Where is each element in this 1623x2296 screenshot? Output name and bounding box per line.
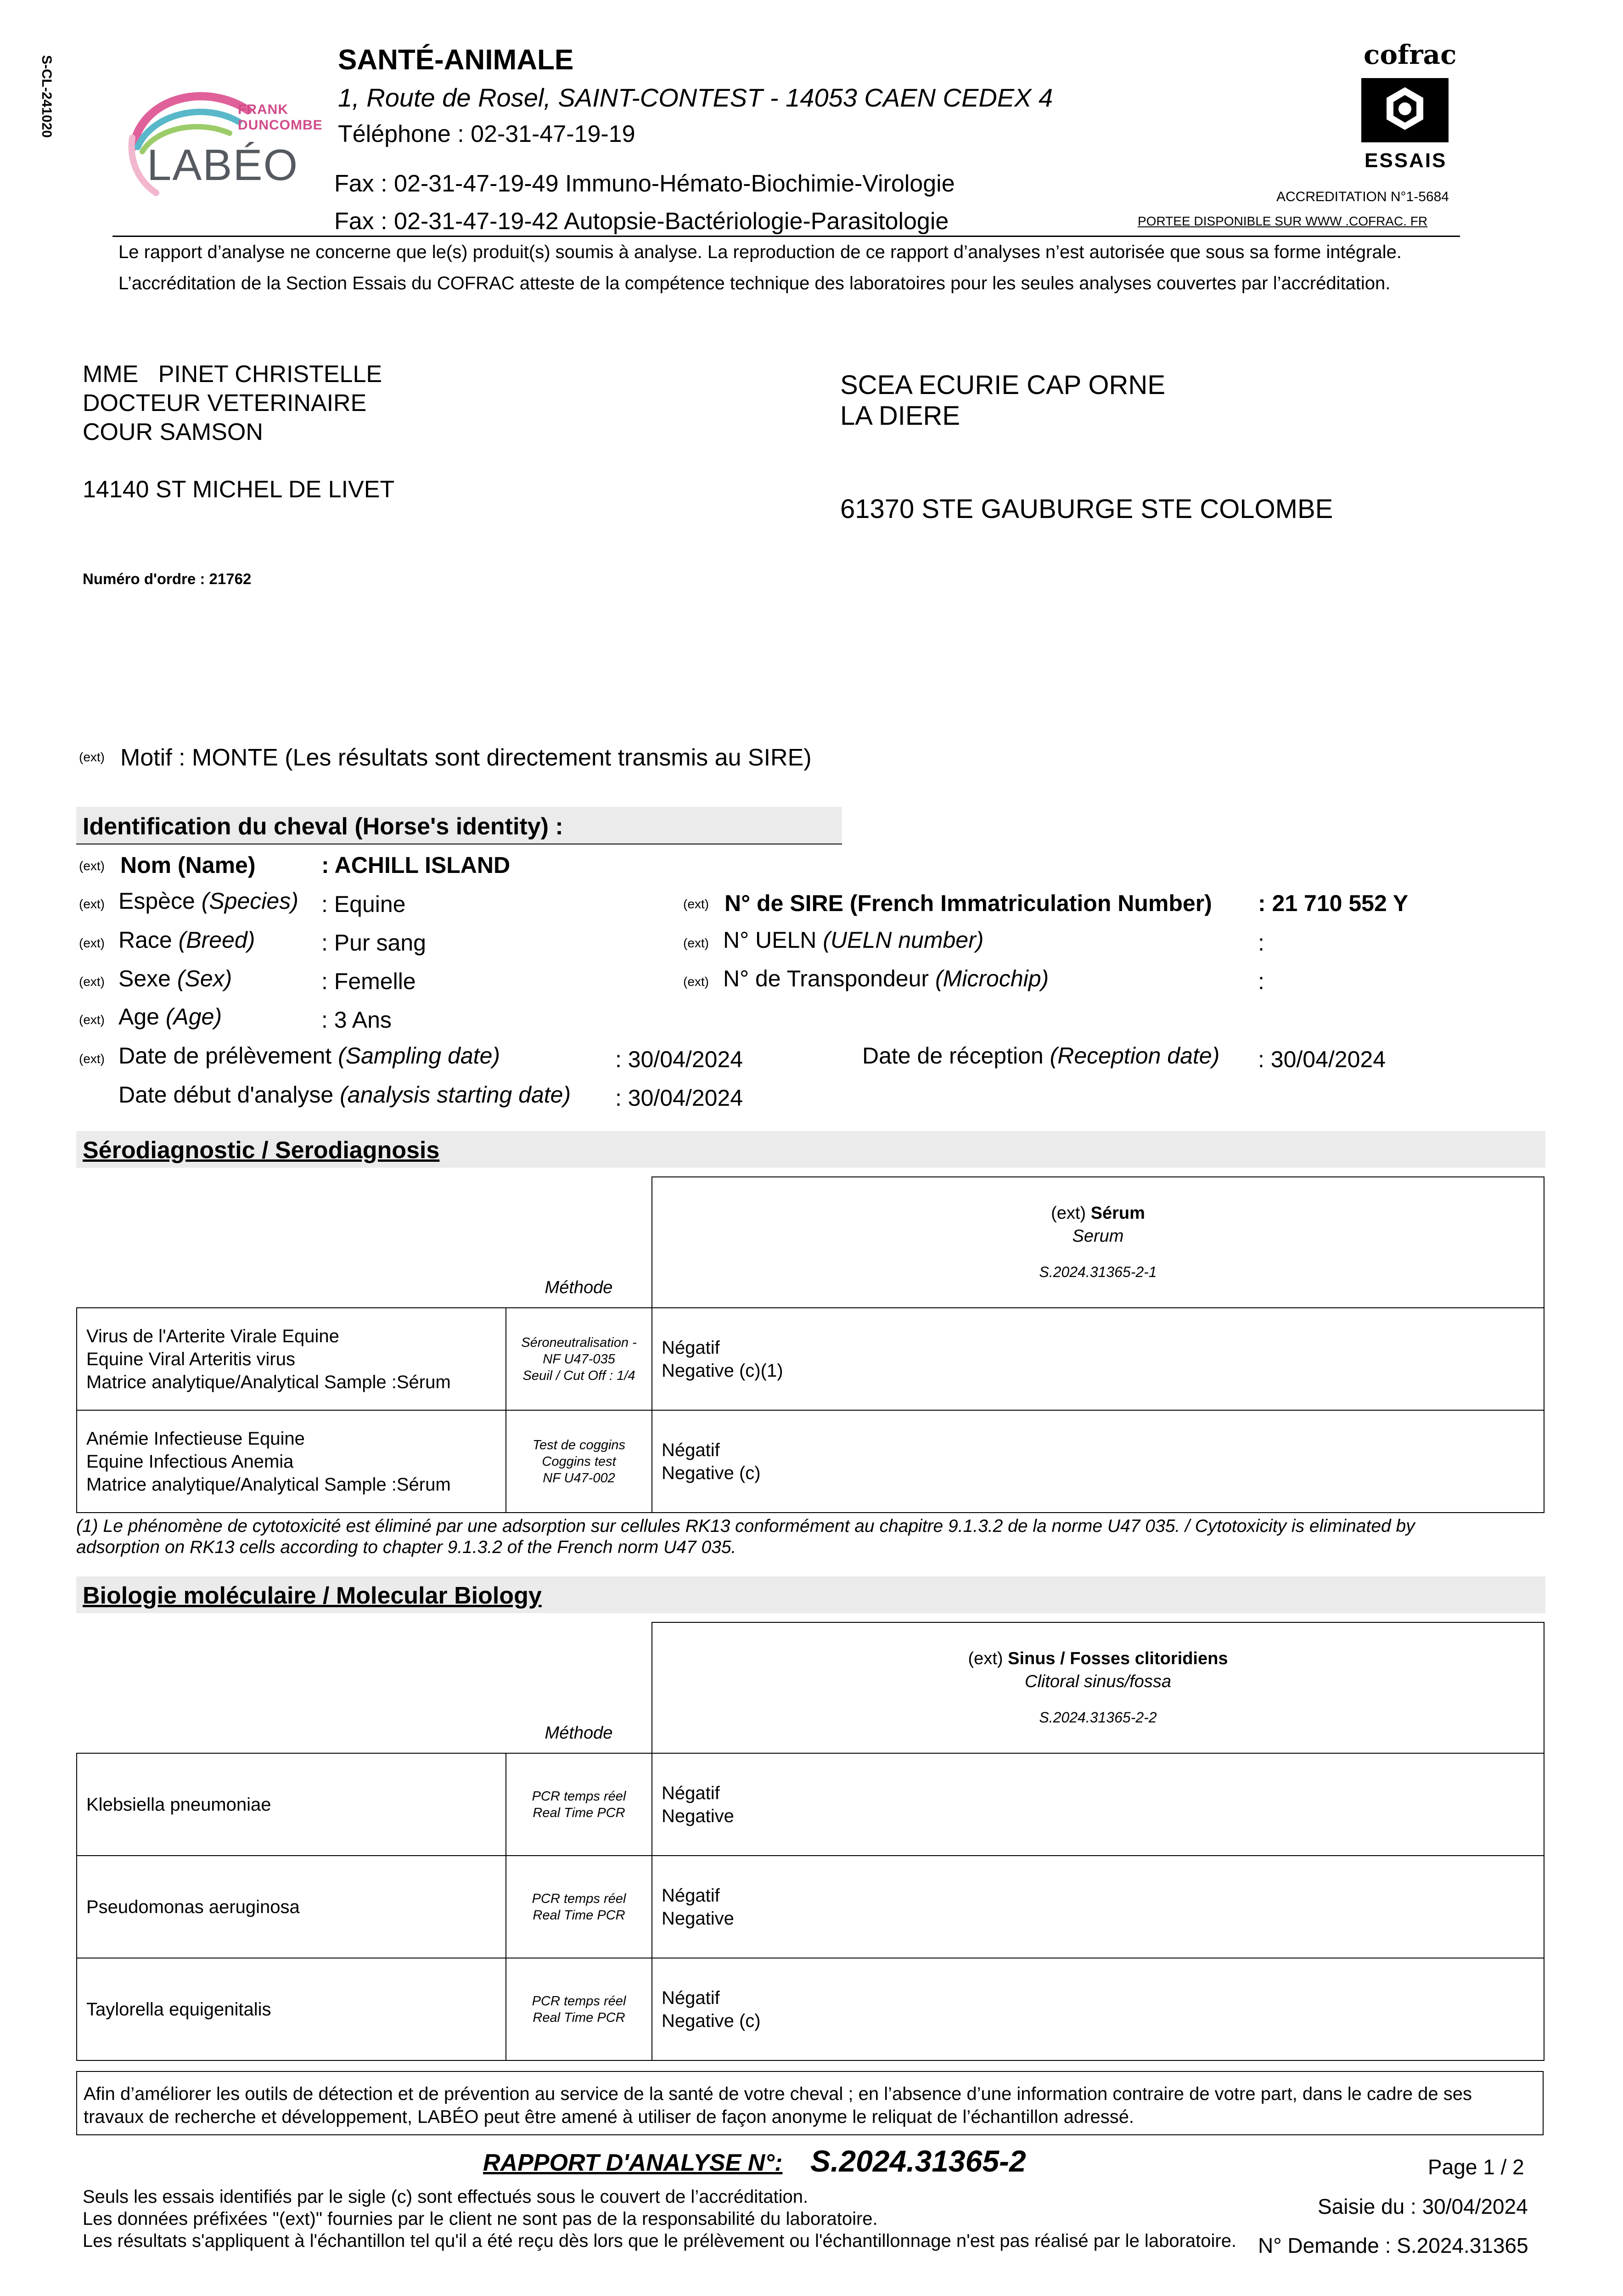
sero-sample-ext: (ext) xyxy=(1051,1203,1086,1223)
sero-sample-en: Serum xyxy=(1072,1226,1124,1246)
sero-analyte-en: Equine Infectious Anemia xyxy=(86,1451,294,1472)
prelevement-label-fr: Date de prélèvement xyxy=(118,1043,332,1069)
saisie-date: Saisie du : 30/04/2024 xyxy=(1318,2195,1528,2218)
sero-analyte-cell xyxy=(77,1410,506,1513)
cofrac-essais-label: ESSAIS xyxy=(1365,149,1447,172)
research-note-line-1: Afin d’améliorer les outils de détection et de prévention au service de la santé de votre cheval ; en l’absence d’une information contraire de votre part, dans le cadre de ses xyxy=(84,2084,1472,2104)
owner-place: LA DIERE xyxy=(840,401,960,431)
analysis-start-label-fr: Date début d'analyse xyxy=(118,1082,334,1108)
molbio-sample-title xyxy=(662,1647,1534,1670)
ext-tag: (ext) xyxy=(79,1052,105,1066)
sero-result-en: Negative (c)(1) xyxy=(662,1360,783,1381)
ueln-label xyxy=(723,927,983,953)
molbio-method-fr: PCR temps réel xyxy=(532,1789,626,1804)
research-note-line-2: travaux de recherche et développement, LABÉO peut être amené à utiliser de façon anonyme le reliquat de l’échantillon adressé. xyxy=(84,2107,1134,2127)
owner-city: 61370 STE GAUBURGE STE COLOMBE xyxy=(840,494,1333,524)
espece-value: : Equine xyxy=(321,891,406,917)
molbio-sample-header xyxy=(652,1622,1544,1753)
sero-sample-title xyxy=(662,1202,1534,1225)
footer-note-3: Les résultats s'appliquent à l'échantillon tel qu'il a été reçu dès lors que le prélèvement ou l'échantillonnage n'est pas réalisé par le laboratoire. xyxy=(83,2231,1237,2251)
race-value: : Pur sang xyxy=(321,930,426,956)
labeo-logo xyxy=(124,78,321,197)
sexe-label-fr: Sexe xyxy=(118,966,171,991)
transpondeur-label xyxy=(723,965,1049,992)
footer-note-1: Seuls les essais identifiés par le sigle (c) sont effectués sous le couvert de l’accréditation. xyxy=(83,2187,809,2207)
header-divider xyxy=(112,236,1460,237)
sero-analyte-fr: Virus de l'Arterite Virale Equine xyxy=(86,1326,339,1346)
ext-tag: (ext) xyxy=(79,936,105,950)
molbio-analyte-cell xyxy=(77,1753,506,1856)
cofrac-accreditation: ACCREDITATION N°1-5684 xyxy=(1276,189,1449,204)
cofrac-portee-link[interactable]: PORTEE DISPONIBLE SUR WWW .COFRAC. FR xyxy=(1138,214,1428,228)
molbio-result-en: Negative xyxy=(662,1908,734,1929)
recipient-title: DOCTEUR VETERINAIRE xyxy=(83,390,367,416)
sero-method-line-2: Coggins test xyxy=(542,1454,616,1469)
sero-method-line-1: Séroneutralisation - xyxy=(521,1335,637,1350)
reception-label-fr: Date de réception xyxy=(862,1043,1044,1069)
molbio-result-cell xyxy=(652,1856,1544,1958)
molbio-method-fr: PCR temps réel xyxy=(532,1891,626,1906)
ueln-label-fr: N° UELN xyxy=(723,927,817,953)
sero-analyte-matrix: Matrice analytique/Analytical Sample :Sérum xyxy=(86,1474,451,1495)
sexe-value: : Femelle xyxy=(321,968,416,994)
molbio-method-fr: PCR temps réel xyxy=(532,1993,626,2009)
sero-sample-id: S.2024.31365-2-1 xyxy=(1039,1263,1157,1280)
ext-tag: (ext) xyxy=(79,859,105,873)
molbio-results-table xyxy=(76,1622,1544,2061)
molbio-analyte-name: Taylorella equigenitalis xyxy=(86,1999,271,2020)
molbio-result-fr: Négatif xyxy=(662,1885,720,1906)
molbio-method-cell xyxy=(506,1958,652,2060)
sire-label: N° de SIRE (French Immatriculation Number) xyxy=(724,890,1212,916)
ext-tag: (ext) xyxy=(79,897,105,911)
ext-tag: (ext) xyxy=(683,936,709,950)
espece-label-fr: Espèce xyxy=(118,888,195,914)
molbio-method-cell xyxy=(506,1753,652,1856)
ext-tag: (ext) xyxy=(683,897,709,911)
sexe-label-en: (Sex) xyxy=(177,966,232,991)
sero-result-fr: Négatif xyxy=(662,1337,720,1358)
recipient-name: MME PINET CHRISTELLE xyxy=(83,361,382,388)
molbio-analyte-name: Pseudomonas aeruginosa xyxy=(86,1896,300,1917)
table-row xyxy=(77,1410,1544,1513)
order-number: Numéro d'ordre : 21762 xyxy=(83,570,252,587)
cofrac-hexagon-icon xyxy=(1359,76,1451,145)
sero-sample-header xyxy=(652,1177,1544,1308)
lab-phone: Téléphone : 02-31-47-19-19 xyxy=(338,121,635,147)
rapport-number: S.2024.31365-2 xyxy=(810,2144,1026,2178)
molbio-result-en: Negative xyxy=(662,1806,734,1826)
sexe-label xyxy=(118,965,232,992)
side-document-code: S-CL-241020 xyxy=(39,55,54,138)
lab-fax-1: Fax : 02-31-47-19-49 Immuno-Hémato-Biochimie-Virologie xyxy=(334,170,955,197)
molbio-method-en: Real Time PCR xyxy=(533,1908,625,1923)
transpondeur-value: : xyxy=(1258,968,1264,994)
sero-result-fr: Négatif xyxy=(662,1440,720,1460)
molbio-result-cell xyxy=(652,1753,1544,1856)
molbio-analyte-cell xyxy=(77,1856,506,1958)
sero-result-cell xyxy=(652,1410,1544,1513)
sero-sample-fr: Sérum xyxy=(1090,1203,1145,1223)
sero-methode-label: Méthode xyxy=(545,1278,613,1297)
page-number: Page 1 / 2 xyxy=(1428,2155,1524,2179)
molbio-method-en: Real Time PCR xyxy=(533,1805,625,1820)
rapport-label: RAPPORT D'ANALYSE N°: xyxy=(483,2150,783,2176)
analysis-start-label-en: (analysis starting date) xyxy=(340,1082,571,1108)
analysis-start-date-label xyxy=(118,1081,571,1108)
reception-date-label xyxy=(862,1042,1219,1069)
recipient-city: 14140 ST MICHEL DE LIVET xyxy=(83,476,395,503)
molbio-sample-ext: (ext) xyxy=(968,1649,1003,1668)
transpondeur-label-fr: N° de Transpondeur xyxy=(723,966,929,991)
logo-duncombe: DUNCOMBE xyxy=(238,118,323,133)
prelevement-date-label xyxy=(118,1042,500,1069)
lab-fax-2: Fax : 02-31-47-19-42 Autopsie-Bactériologie-Parasitologie xyxy=(334,208,949,235)
molbio-method-cell xyxy=(506,1856,652,1958)
demande-number: N° Demande : S.2024.31365 xyxy=(1258,2234,1528,2257)
ext-tag: (ext) xyxy=(79,974,105,989)
age-value: : 3 Ans xyxy=(321,1007,392,1033)
molbio-sample-fr: Sinus / Fosses clitoridiens xyxy=(1008,1649,1228,1668)
cofrac-logo xyxy=(1354,39,1455,177)
molbio-methode-header xyxy=(506,1622,652,1753)
ext-tag: (ext) xyxy=(79,1013,105,1027)
identity-section-title: Identification du cheval (Horse's identity) : xyxy=(83,813,563,840)
molbio-analyte-name: Klebsiella pneumoniae xyxy=(86,1794,271,1815)
nom-value: : ACHILL ISLAND xyxy=(321,852,511,878)
ueln-value: : xyxy=(1258,930,1264,956)
nom-label: Nom (Name) xyxy=(120,852,256,878)
espece-label xyxy=(118,888,298,914)
footer-note-2: Les données préfixées "(ext)" fournies par le client ne sont pas de la responsabilité du laboratoire. xyxy=(83,2209,878,2229)
table-row xyxy=(77,1308,1544,1410)
sero-analyte-matrix: Matrice analytique/Analytical Sample :Sérum xyxy=(86,1372,451,1392)
sire-value: : 21 710 552 Y xyxy=(1258,890,1409,916)
molbio-header-empty xyxy=(77,1622,506,1753)
age-label-fr: Age xyxy=(118,1004,159,1030)
sero-method-cell xyxy=(506,1308,652,1410)
sero-section-title: Sérodiagnostic / Serodiagnosis xyxy=(83,1137,440,1164)
sero-method-line-3: Seuil / Cut Off : 1/4 xyxy=(522,1368,635,1383)
ext-tag: (ext) xyxy=(79,750,105,764)
sero-result-cell xyxy=(652,1308,1544,1410)
espece-label-en: (Species) xyxy=(201,888,298,914)
disclaimer-line-1: Le rapport d’analyse ne concerne que le(s) produit(s) soumis à analyse. La reproduction de ce rapport d’analyses n’est autorisée que sous sa forme intégrale. xyxy=(118,242,1402,262)
sero-methode-header xyxy=(506,1177,652,1308)
sero-footnote-line-1: (1) Le phénomène de cytotoxicité est éliminé par une adsorption sur cellules RK13 conformément au chapitre 9.1.3.2 de la norme U47 035. / Cytotoxicity is eliminated by xyxy=(76,1516,1415,1536)
analysis-start-date-value: : 30/04/2024 xyxy=(615,1085,743,1111)
prelevement-label-en: (Sampling date) xyxy=(338,1043,500,1069)
lab-name: SANTÉ-ANIMALE xyxy=(338,44,574,76)
research-note-box xyxy=(76,2071,1544,2135)
age-label-en: (Age) xyxy=(165,1004,222,1030)
sero-analyte-cell xyxy=(77,1308,506,1410)
sero-method-line-3: NF U47-002 xyxy=(543,1470,615,1486)
molbio-result-cell xyxy=(652,1958,1544,2060)
sero-results-table xyxy=(76,1176,1544,1513)
logo-labeo: LABÉO xyxy=(147,141,299,190)
race-label-en: (Breed) xyxy=(178,927,255,953)
table-row xyxy=(77,1856,1544,1958)
sero-method-line-1: Test de coggins xyxy=(532,1437,626,1452)
prelevement-date-value: : 30/04/2024 xyxy=(615,1047,743,1072)
disclaimer-line-2: L’accréditation de la Section Essais du COFRAC atteste de la compétence technique des laboratoires pour les seules analyses couvertes par l’accréditation. xyxy=(118,273,1391,293)
sero-method-line-2: NF U47-035 xyxy=(543,1351,615,1367)
reception-date-value: : 30/04/2024 xyxy=(1258,1047,1386,1072)
recipient-street: COUR SAMSON xyxy=(83,419,263,445)
molbio-method-en: Real Time PCR xyxy=(533,2010,625,2025)
lab-address: 1, Route de Rosel, SAINT-CONTEST - 14053 CAEN CEDEX 4 xyxy=(338,83,1053,112)
molbio-sample-id: S.2024.31365-2-2 xyxy=(1039,1709,1157,1726)
owner-name: SCEA ECURIE CAP ORNE xyxy=(840,370,1166,400)
sero-footnote-line-2: adsorption on RK13 cells according to chapter 9.1.3.2 of the French norm U47 035. xyxy=(76,1537,736,1557)
age-label xyxy=(118,1003,222,1030)
logo-frank: FRANK xyxy=(238,102,288,117)
molbio-section-title: Biologie moléculaire / Molecular Biology xyxy=(83,1582,542,1609)
molbio-methode-label: Méthode xyxy=(545,1723,613,1743)
sero-header-empty xyxy=(77,1177,506,1308)
table-row xyxy=(77,1958,1544,2060)
sero-analyte-en: Equine Viral Arteritis virus xyxy=(86,1349,295,1369)
ueln-label-en: (UELN number) xyxy=(823,927,984,953)
sero-analyte-fr: Anémie Infectieuse Equine xyxy=(86,1428,305,1449)
molbio-result-fr: Négatif xyxy=(662,1783,720,1803)
sero-method-cell xyxy=(506,1410,652,1513)
race-label xyxy=(118,927,255,953)
table-row xyxy=(77,1753,1544,1856)
transpondeur-label-en: (Microchip) xyxy=(935,966,1049,991)
sero-result-en: Negative (c) xyxy=(662,1463,761,1483)
molbio-analyte-cell xyxy=(77,1958,506,2060)
molbio-result-fr: Négatif xyxy=(662,1987,720,2008)
race-label-fr: Race xyxy=(118,927,172,953)
reception-label-en: (Reception date) xyxy=(1050,1043,1220,1069)
motif: Motif : MONTE (Les résultats sont directement transmis au SIRE) xyxy=(120,744,812,771)
molbio-result-en: Negative (c) xyxy=(662,2010,761,2031)
ext-tag: (ext) xyxy=(683,974,709,989)
molbio-sample-en: Clitoral sinus/fossa xyxy=(1025,1671,1171,1691)
cofrac-brand: cofrac xyxy=(1364,39,1457,70)
